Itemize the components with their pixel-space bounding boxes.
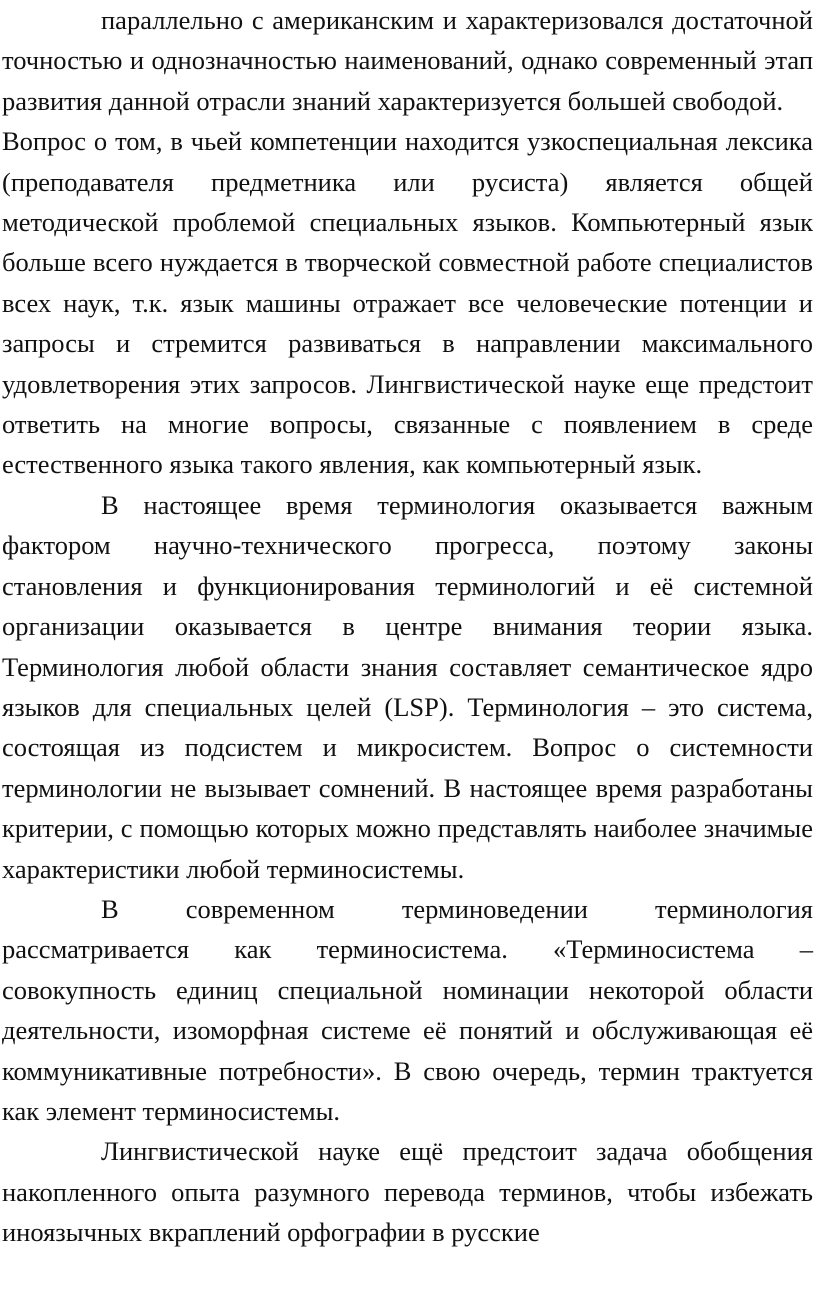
paragraph-4: В современном терминоведении терминология рассматривается как терминосистема. «Терминосистема – совокупность единиц специальной номинации некоторой области деятельности, изоморфная системе её понятий и обслуживающая её коммуникативные потребности». В свою очередь, термин трактуется как элемент терминосистемы. <box>2 893 813 1126</box>
paragraph-5: Лингвистической науке ещё предстоит задача обобщения накопленного опыта разумного перевода терминов, чтобы избежать иноязычных вкраплений орфографии в русские <box>2 1136 813 1248</box>
paragraph-1: параллельно с американским и характеризовался достаточной точностью и однозначностью наименований, однако современный этап развития данной отрасли знаний характеризуется большей свободой. <box>2 5 813 116</box>
paragraph-2: Вопрос о том, в чьей компетенции находится узкоспециальная лексика (преподавателя предметника или русиста) является общей методической проблемой специальных языков. Компьютерный язык больше всего нуждается в творческой совместной работе специалистов всех наук, т.к. язык машины отражает все человеческие потенции и запросы и стремится развиваться в направлении максимального удовлетворения этих запросов. Лингвистической науке еще предстоит ответить на многие вопросы, связанные с появлением в среде естественного языка такого явления, как компьютерный язык. <box>2 126 813 480</box>
paragraph-3: В настоящее время терминология оказывается важным фактором научно-технического прогресса, поэтому законы становления и функционирования терминологий и её системной организации оказывается в центре внимания теории языка. Терминология любой области знания составляет семантическое ядро языков для специальных целей (LSP). Терминология – это система, состоящая из подсистем и микросистем. Вопрос о системности терминологии не вызывает сомнений. В настоящее время разработаны критерии, с помощью которых можно представлять наиболее значимые характеристики любой терминосистемы. <box>2 489 813 884</box>
